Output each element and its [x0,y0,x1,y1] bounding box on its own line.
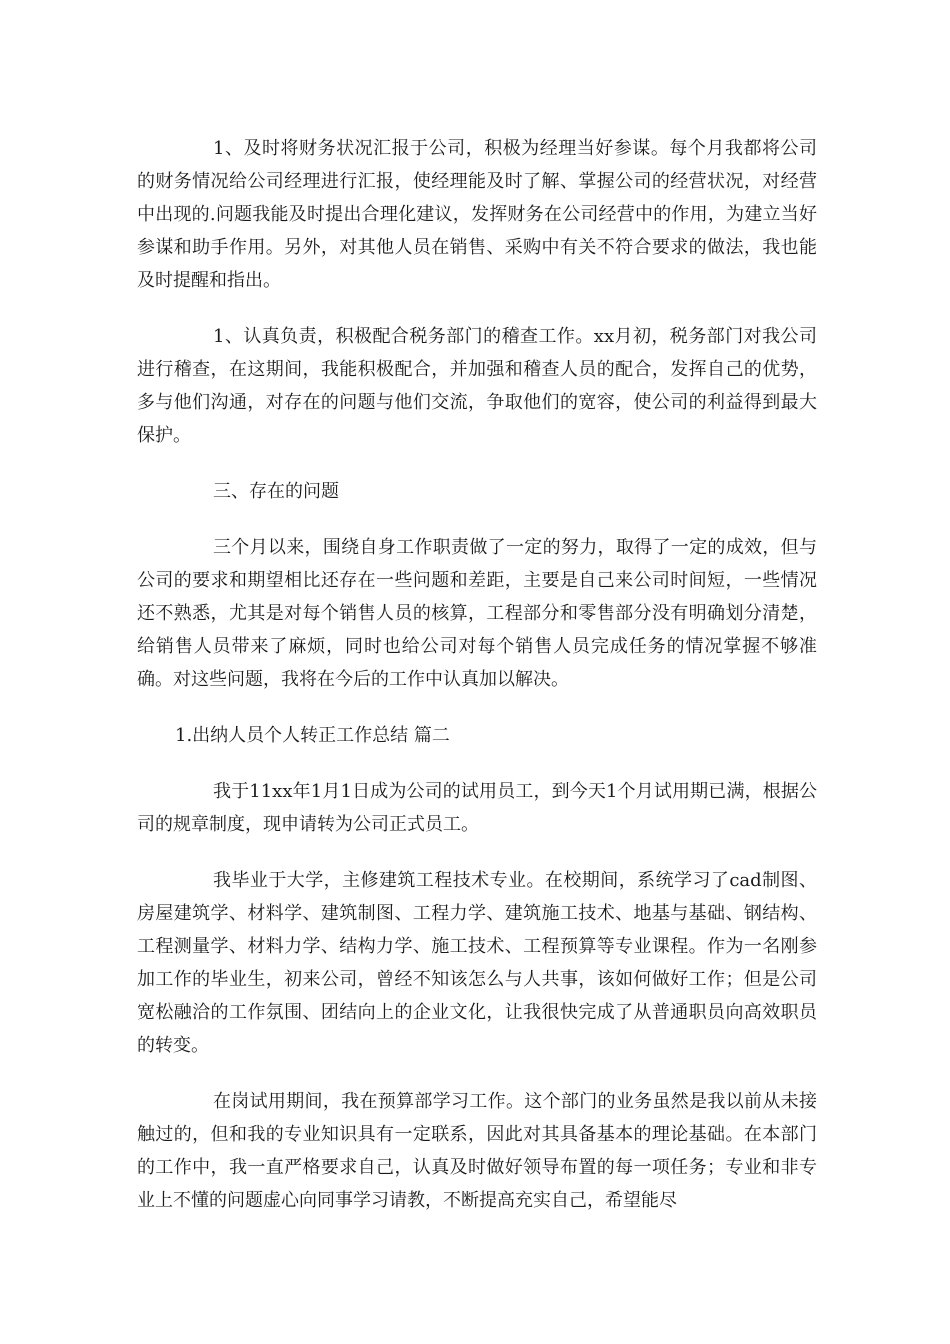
section-heading-problems: 三、存在的问题 [213,481,339,502]
article-subtitle: 1.出纳人员个人转正工作总结 篇二 [175,725,450,746]
paragraph-work-experience: 在岗试用期间，我在预算部学习工作。这个部门的业务虽然是我以前从未接触过的，但和我的专业知识具有一定联系，因此对其具备基本的理论基础。在本部门的工作中，我一直严格要求自己，认真及时做好领导布置的每一项任务；专业和非专业上不懂的问题虚心向同事学习请教，不断提高充实自己，希望能尽 [137,1091,817,1211]
document-body [137,132,817,1240]
paragraph-tax-audit: 1、认真负责，积极配合税务部门的稽查工作。xx月初，税务部门对我公司进行稽查，在这期间，我能积极配合，并加强和稽查人员的配合，发挥自己的优势，多与他们沟通，对存在的问题与他们交流，争取他们的宽容，使公司的利益得到最大保护。 [137,326,817,446]
paragraph-finance-report: 1、及时将财务状况汇报于公司，积极为经理当好参谋。每个月我都将公司的财务情况给公司经理进行汇报，使经理能及时了解、掌握公司的经营状况，对经营中出现的.问题我能及时提出合理化建议，发挥财务在公司经营中的作用，为建立当好参谋和助手作用。另外，对其他人员在销售、采购中有关不符合要求的做法，我也能及时提醒和指出。 [137,138,817,291]
paragraph-probation-intro: 我于11xx年1月1日成为公司的试用员工，到今天1个月试用期已满，根据公司的规章制度，现申请转为公司正式员工。 [137,781,817,835]
paragraph-education: 我毕业于大学，主修建筑工程技术专业。在校期间，系统学习了cad制图、房屋建筑学、材料学、建筑制图、工程力学、建筑施工技术、地基与基础、钢结构、工程测量学、材料力学、结构力学、施工技术、工程预算等专业课程。作为一名刚参加工作的毕业生，初来公司，曾经不知该怎么与人共事，该如何做好工作；但是公司宽松融洽的工作氛围、团结向上的企业文化，让我很快完成了从普通职员向高效职员的转变。 [137,870,817,1056]
paragraph-problems: 三个月以来，围绕自身工作职责做了一定的努力，取得了一定的成效，但与公司的要求和期望相比还存在一些问题和差距，主要是自己来公司时间短，一些情况还不熟悉，尤其是对每个销售人员的核算，工程部分和零售部分没有明确划分清楚，给销售人员带来了麻烦，同时也给公司对每个销售人员完成任务的情况掌握不够准确。对这些问题，我将在今后的工作中认真加以解决。 [137,537,817,690]
